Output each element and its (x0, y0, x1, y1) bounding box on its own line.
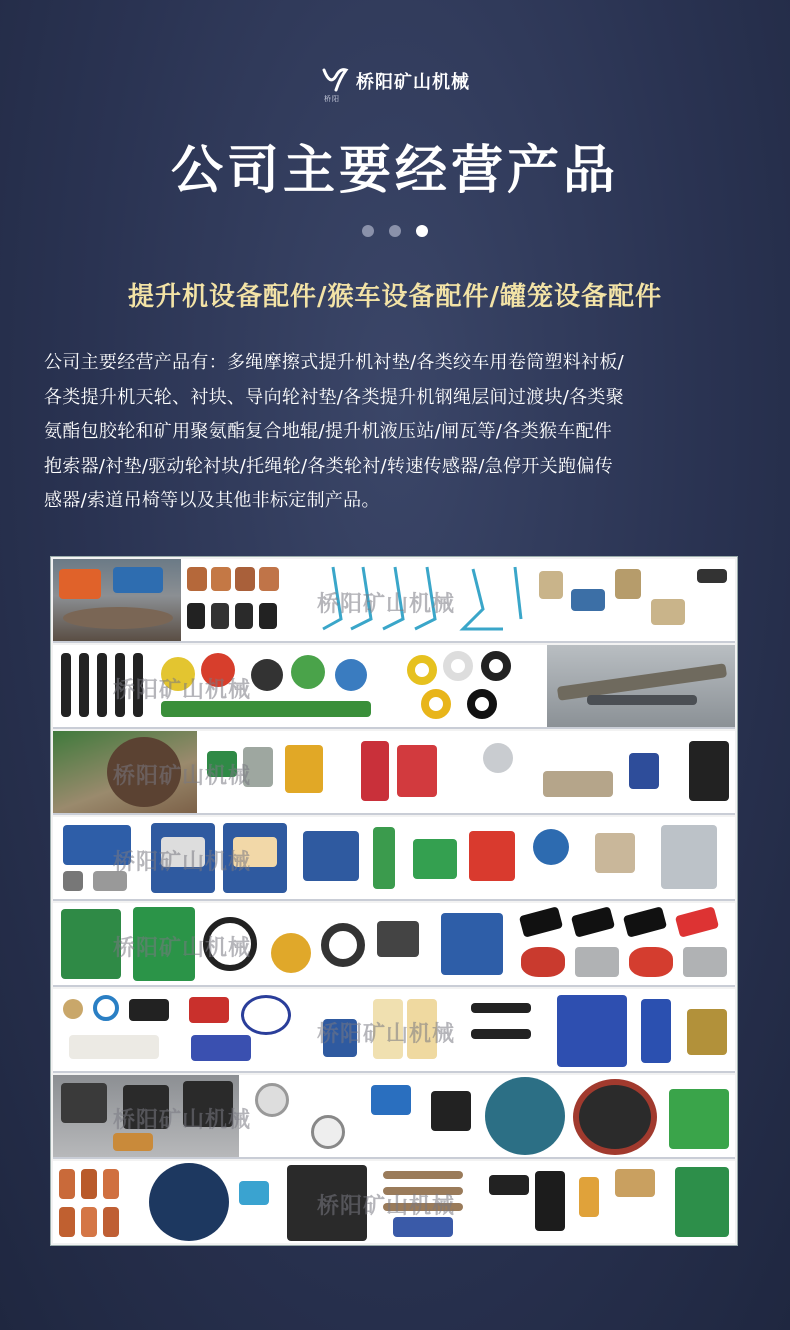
sheave-wheels-photo (483, 1075, 735, 1157)
rope-clamp-photo (531, 559, 735, 641)
product-photo-row (53, 817, 735, 901)
product-photo-row (53, 903, 735, 987)
carousel-dot-1[interactable] (362, 225, 374, 237)
watermark: 桥阳矿山机械 (113, 678, 252, 703)
watermark: 桥阳矿山机械 (113, 850, 252, 875)
product-description (44, 346, 750, 519)
description-line: 感器/索道吊椅等以及其他非标定制产品。 (44, 490, 380, 511)
friction-pads-photo (513, 903, 735, 985)
watermark: 桥阳矿山机械 (317, 1022, 456, 1047)
carousel-dot-2[interactable] (389, 225, 401, 237)
pressure-gauges-photo (241, 1075, 481, 1157)
cable-sensors-photo (181, 989, 301, 1071)
watermark: 桥阳矿山机械 (317, 592, 456, 617)
carousel-dot-3[interactable] (416, 225, 428, 237)
description-line: 抱索器/衬垫/驱动轮衬块/托绳轮/各类轮衬/转速传感器/急停开关跑偏传 (44, 455, 613, 477)
product-photo-row (53, 731, 735, 815)
logo-subtext: 桥阳 (324, 95, 340, 103)
watermark: 桥阳矿山机械 (317, 1194, 456, 1219)
liner-blocks-photo (183, 559, 301, 641)
drum-liner-photo (145, 1161, 281, 1243)
description-line: 氨酯包胶轮和矿用聚氨酯复合地辊/提升机液压站/闸瓦等/各类猴车配件 (44, 421, 613, 442)
guide-rollers-photo (485, 1161, 735, 1243)
hydraulic-brake-photo (341, 731, 461, 813)
hoist-photo (53, 559, 181, 641)
product-photo-row (53, 1075, 735, 1159)
logo-mark-icon (320, 64, 350, 103)
product-photo-row (53, 1161, 735, 1243)
watermark: 桥阳矿山机械 (113, 764, 252, 789)
conveyor-rollers-photo (547, 645, 735, 727)
product-categories-heading: 提升机设备配件/猴车设备配件/罐笼设备配件 (128, 282, 662, 312)
page-title: 公司主要经营产品 (170, 141, 619, 201)
carousel-indicator (0, 222, 790, 241)
watermark: 桥阳矿山机械 (113, 1108, 252, 1133)
description-line: 公司主要经营产品有：多绳摩擦式提升机衬垫/各类绞车用卷筒塑料衬板/ (44, 352, 625, 373)
brand-logo (0, 64, 790, 103)
product-photo-collage (50, 556, 738, 1246)
explosion-proof-switches-photo (297, 817, 523, 899)
hydraulic-station-photo (537, 989, 735, 1071)
brake-shoes-photo (53, 1161, 143, 1243)
proximity-sensors-photo (53, 989, 179, 1071)
product-photo-row (53, 989, 735, 1073)
speed-sensors-photo (463, 731, 735, 813)
product-photo-row (53, 645, 735, 729)
limit-switches-photo (525, 817, 735, 899)
polyurethane-rings-photo (401, 645, 545, 727)
product-photo-row (53, 559, 735, 643)
watermark: 桥阳矿山机械 (113, 936, 252, 961)
gears-and-rollers-photo (265, 903, 511, 985)
logo-name: 桥阳矿山机械 (356, 72, 470, 93)
description-line: 各类提升机天轮、衬块、导向轮衬垫/各类提升机钢绳层间过渡块/各类聚 (44, 386, 625, 408)
